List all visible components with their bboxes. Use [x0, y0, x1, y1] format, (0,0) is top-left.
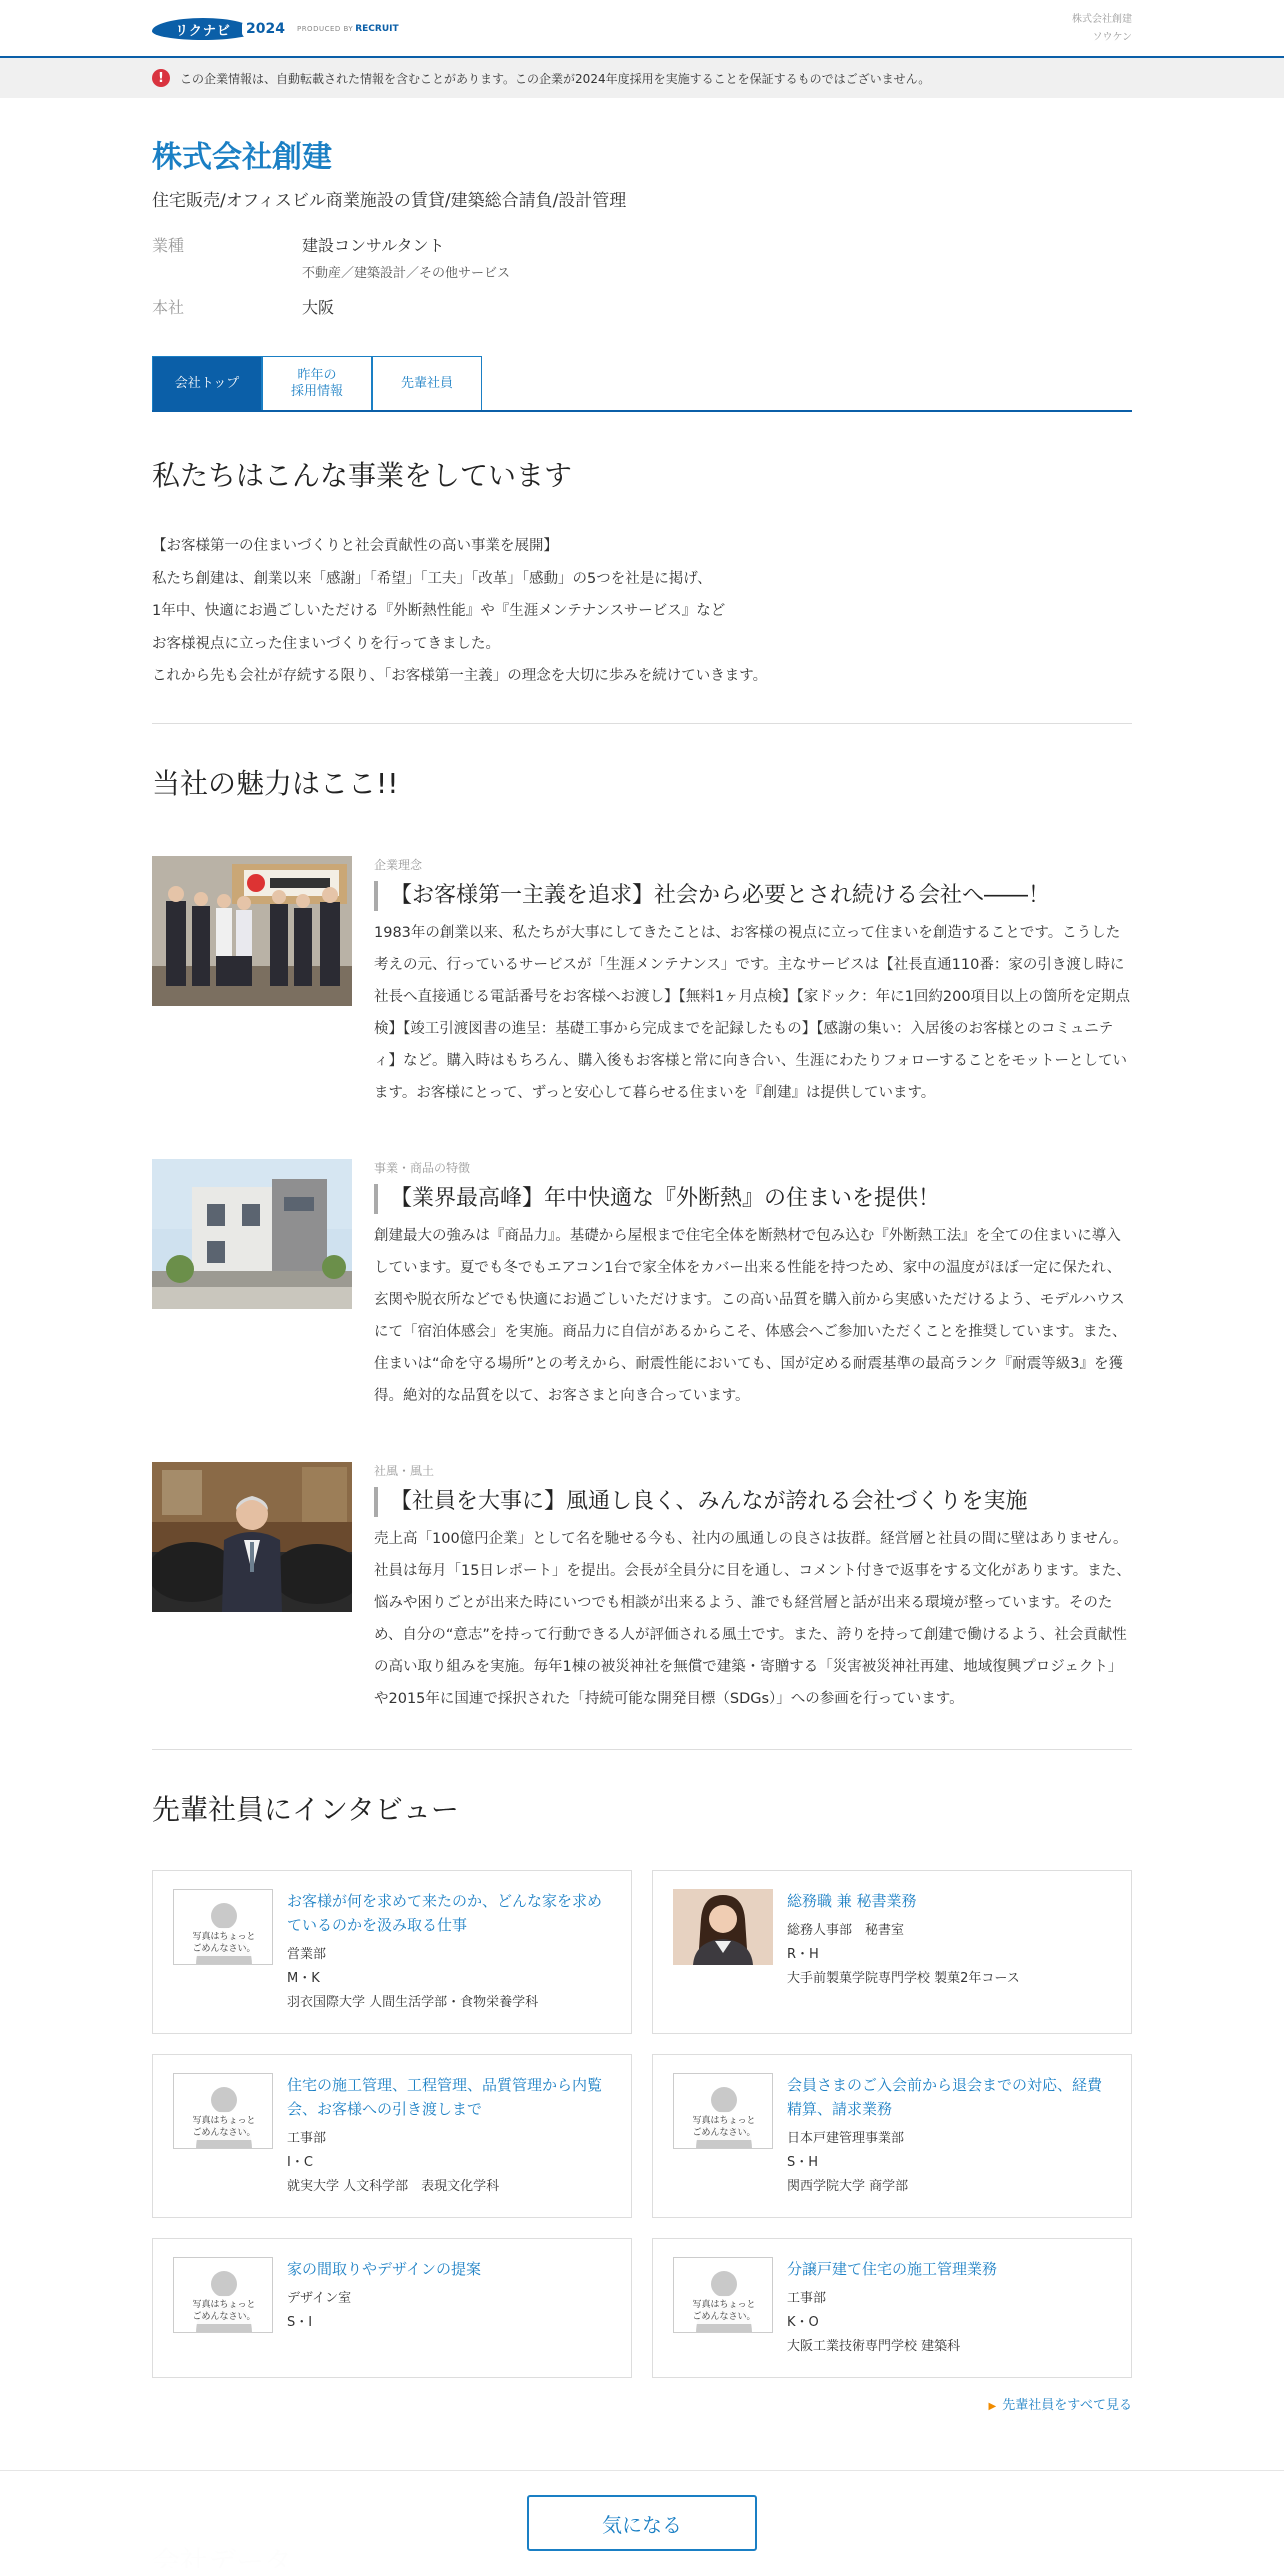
see-all-label: 先輩社員をすべて見る: [1002, 2397, 1132, 2413]
appeal-section-title: 当社の魅力はここ!!: [152, 766, 399, 800]
business-description: [152, 530, 1132, 693]
interview-dept: 工事部: [787, 2290, 827, 2306]
interview-card[interactable]: [652, 2054, 1132, 2218]
interview-title-link[interactable]: 住宅の施工管理、工程管理、品質管理から内覧会、お客様への引き渡しまで: [287, 2075, 603, 2118]
interview-school: 大手前製菓学院専門学校 製菓2年コース: [787, 1970, 1020, 1986]
interview-school: 関西学院大学 商学部: [787, 2178, 909, 2194]
business-line: 私たち創建は、創業以来「感謝」「希望」「工夫」「改革」「感動」の5つを社是に掲げ、: [152, 570, 712, 587]
interview-title-link[interactable]: お客様が何を求めて来たのか、どんな家を求めているのかを汲み取る仕事: [287, 1891, 603, 1934]
interview-card[interactable]: [152, 1870, 632, 2034]
no-photo-placeholder: [673, 2073, 773, 2149]
company-tabs: [152, 356, 1132, 412]
interview-initials: K・O: [787, 2314, 819, 2330]
business-line: 1年中、快適にお過ごしいただける『外断熱性能』や『生涯メンテナンスサービス』など: [152, 603, 726, 619]
staff-group-photo: [152, 856, 352, 1006]
header-company-name: 株式会社創建: [1072, 14, 1132, 25]
company-info: [152, 233, 1132, 318]
header-company: [1072, 11, 1132, 47]
interview-section-title: 先輩社員にインタビュー: [152, 1792, 459, 1826]
interview-title-link[interactable]: 分譲戸建て住宅の施工管理業務: [787, 2259, 998, 2278]
tab-last-year-recruiting[interactable]: 昨年の 採用情報: [262, 356, 372, 410]
interview-initials: M・K: [287, 1970, 320, 1986]
appeal-item: [152, 856, 1132, 1109]
interview-initials: S・H: [787, 2154, 819, 2170]
appeal-text: 創建最大の強みは『商品力』。基礎から屋根まで住宅全体を断熱材で包み込む『外断熱工法』を全ての住まいに導入しています。夏でも冬でもエアコン1台で家全体をカバー出来る性能を持つため、家中の温度がほぼ一定に保たれ、玄関や脱衣所などでも快適にお過ごしいただけます。この高い品質を購入前から実感いただけるよう、モデルハウスにて「宿泊体感会」を実施。商品力に自信があるからこそ、体感会へご参加いただくことを推奨しています。また、住まいは“命を守る場所”との考えから、耐震性能においても、国が定める耐震基準の最高ランク『耐震等級3』を獲得。絶対的な品質を以て、お客さまと向き合っています。: [374, 1227, 1127, 1404]
interview-dept: 総務人事部 秘書室: [787, 1922, 905, 1938]
recruit-logo: RECRUIT: [355, 24, 399, 34]
appeal-category: 企業理念: [374, 857, 423, 872]
main-content: [152, 132, 1132, 2413]
company-name: 株式会社創建: [152, 140, 332, 175]
appeal-category: 社風・風土: [374, 1463, 435, 1478]
logo-year: 2024: [242, 21, 289, 37]
site-header: [0, 0, 1284, 58]
interview-school: 就実大学 人文科学部 表現文化学科: [287, 2178, 500, 2194]
placeholder-text-line1: 写真はちょっと: [192, 2299, 256, 2310]
company-description: 住宅販売/オフィスビル商業施設の賃貸/建築総合請負/設計管理: [152, 191, 627, 211]
appeal-heading: 【お客様第一主義を追求】社会から必要とされ続ける会社へ――！: [374, 881, 1132, 911]
industry-row: [152, 233, 1132, 281]
placeholder-text-line2: ごめんなさい。: [692, 2127, 756, 2138]
industry-label: 業種: [152, 236, 185, 255]
appeal-text: 1983年の創業以来、私たちが大事にしてきたことは、お客様の視点に立って住まいを創造することです。こうした考えの元、行っているサービスが「生涯メンテナンス」です。主なサービスは【社長直通110番：家の引き渡し時に社長へ直接通じる電話番号をお客様へお渡し】【無料1ヶ月点検】【家ドック：年に1回約200項目以上の箇所を定期点検】【竣工引渡図書の進呈：基礎工事から完成までを記録したもの】【感謝の集い：入居後のお客様とのコミュニティ】など。購入時はもちろん、購入後もお客様と常に向き合い、生涯にわたりフォローすることをモットーとしています。お客様にとって、ずっと安心して暮らせる住まいを『創建』は提供しています。: [374, 924, 1131, 1101]
appeal-item: [152, 1159, 1132, 1412]
interview-card[interactable]: [152, 2238, 632, 2378]
tab-senior-employees[interactable]: 先輩社員: [372, 356, 482, 410]
produced-by: PRODUCED BY: [296, 25, 354, 33]
interview-initials: I・C: [287, 2154, 313, 2170]
business-line: これから先も会社が存続する限り、「お客様第一主義」の理念を大切に歩みを続けていきます。: [152, 668, 768, 684]
hq-label: 本社: [152, 298, 185, 317]
interview-dept: デザイン室: [287, 2290, 352, 2306]
interested-button[interactable]: 気になる: [527, 2495, 757, 2551]
placeholder-text-line2: ごめんなさい。: [692, 2311, 756, 2322]
interview-dept: 工事部: [287, 2130, 327, 2146]
section-divider: [152, 1749, 1132, 1750]
no-photo-placeholder: [173, 2073, 273, 2149]
business-section-title: 私たちはこんな事業をしています: [152, 459, 573, 492]
auto-import-notice: [0, 58, 1284, 98]
notice-text: この企業情報は、自動転載された情報を含むことがあります。この企業が2024年度採用を実施することを保証するものではございません。: [180, 71, 931, 86]
industry-value: 建設コンサルタント: [302, 236, 445, 255]
section-divider: [152, 723, 1132, 724]
alert-icon: !: [152, 69, 170, 87]
interview-dept: 日本戸建管理事業部: [787, 2130, 905, 2146]
interview-title-link[interactable]: 総務職 兼 秘書業務: [787, 1891, 917, 1910]
interview-card[interactable]: [652, 1870, 1132, 2034]
placeholder-text-line2: ごめんなさい。: [192, 2127, 256, 2138]
tab-company-top[interactable]: 会社トップ: [152, 356, 262, 410]
house-photo: [152, 1159, 352, 1309]
placeholder-text-line2: ごめんなさい。: [192, 1943, 256, 1954]
placeholder-text-line2: ごめんなさい。: [192, 2311, 256, 2322]
interview-dept: 営業部: [287, 1946, 327, 1962]
appeal-heading: 【業界最高峰】年中快適な『外断熱』の住まいを提供！: [374, 1184, 1132, 1214]
interview-list: [152, 1870, 1132, 2378]
bottom-action-bar: [0, 2470, 1284, 2568]
placeholder-text-line1: 写真はちょっと: [692, 2115, 756, 2126]
no-photo-placeholder: [173, 1889, 273, 1965]
appeal-item: [152, 1462, 1132, 1715]
placeholder-text-line1: 写真はちょっと: [692, 2299, 756, 2310]
interview-initials: S・I: [287, 2314, 313, 2330]
placeholder-text-line1: 写真はちょっと: [192, 1931, 256, 1942]
see-all-seniors-link[interactable]: [152, 2394, 1132, 2413]
appeal-category: 事業・商品の特徴: [374, 1160, 471, 1175]
interview-initials: R・H: [787, 1946, 819, 1962]
no-photo-placeholder: [173, 2257, 273, 2333]
interview-title-link[interactable]: 家の間取りやデザインの提案: [287, 2259, 481, 2278]
interview-card[interactable]: [152, 2054, 632, 2218]
interview-title-link[interactable]: 会員さまのご入会前から退会までの対応、経費精算、請求業務: [787, 2075, 1103, 2118]
no-photo-placeholder: [673, 2257, 773, 2333]
interview-card[interactable]: [652, 2238, 1132, 2378]
interview-school: 大阪工業技術専門学校 建築科: [787, 2338, 961, 2354]
chairman-photo: [152, 1462, 352, 1612]
business-line: 【お客様第一の住まいづくりと社会貢献性の高い事業を展開】: [152, 538, 558, 554]
appeal-text: 売上高「100億円企業」として名を馳せる今も、社内の風通しの良さは抜群。経営層と社員の間に壁はありません。社員は毎月「15日レポート」を提出。会長が全員分に目を通し、コメント付きで返事をする文化があります。また、悩みや困りごとが出来た時にいつでも相談が出来るよう、誰でも経営層と話が出来る環境が整っています。そのため、自分の“意志”を持って行動できる人が評価される風土です。また、誇りを持って創建で働けるよう、社会貢献性の高い取り組みを実施。毎年1棟の被災神社を無償で建築・寄贈する「災害被災神社再建、地域復興プロジェクト」や2015年に国連で採択された「持続可能な開発目標（SDGs）」への参画を行っています。: [374, 1530, 1131, 1707]
triangle-right-icon: ▶: [988, 2400, 997, 2412]
header-company-kana: ソウケン: [1092, 32, 1132, 43]
logo-wordmark: リクナビ: [152, 18, 254, 40]
business-line: お客様視点に立った住まいづくりを行ってきました。: [152, 635, 500, 652]
interview-school: 羽衣国際大学 人間生活学部・食物栄養学科: [287, 1994, 539, 2010]
rikunabi-logo[interactable]: [152, 18, 399, 40]
appeal-heading: 【社員を大事に】風通し良く、みんなが誇れる会社づくりを実施: [374, 1487, 1132, 1517]
hq-row: [152, 295, 1132, 318]
industry-sub: 不動産／建築設計／その他サービス: [302, 266, 511, 281]
employee-photo: [673, 1889, 773, 1965]
placeholder-text-line1: 写真はちょっと: [192, 2115, 256, 2126]
hq-value: 大阪: [302, 298, 335, 317]
